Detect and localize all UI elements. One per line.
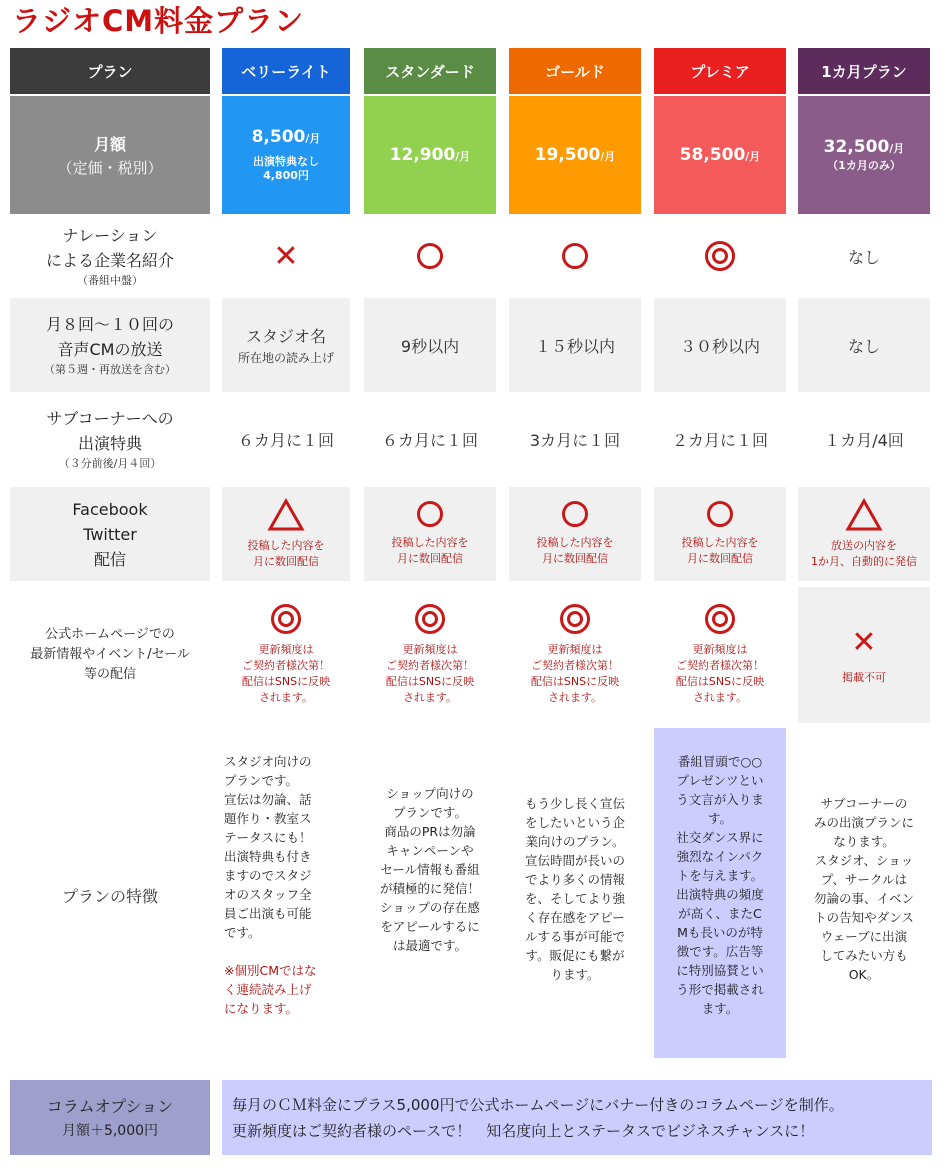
feature-line: をアピールするに [380,919,480,934]
price-label-cell [10,96,210,214]
option-line: 更新頻度はご契約者様のペースで！ 知名度向上とステータスでビジネスチャンスに！ [232,1121,815,1140]
triangle-icon [845,498,883,532]
feature-line: 番組冒頭で○○ [677,754,763,769]
feature-line: ショップの存在感 [380,900,480,915]
website-note: 配信はSNSに反映 [530,675,620,688]
narration-very-light [222,220,350,292]
website-note: ご契約者様次第！ [386,659,474,672]
feature-line: を、そしてより強 [524,891,625,906]
column-option-description [222,1080,932,1155]
price-value: 19,500 [534,145,601,165]
feature-line: です。 [224,925,261,940]
feature-line: サブコーナーの [820,796,908,811]
subcorner-very-light: ６カ月に１回 [237,430,334,450]
feature-line: 商品のPRは勿論 [384,824,476,839]
price-gold [509,96,641,214]
website-note: されます。 [692,691,748,704]
row-label-line: 音声CMの放送 [57,340,163,359]
row-label-note: （第５週・再放送を含む） [44,363,176,376]
row-label-line: プランの特徴 [61,886,158,906]
option-price: 月額＋5,000円 [61,1122,159,1139]
feature-line: 業向けのプラン。 [525,834,625,849]
feature-line: OK。 [848,967,880,982]
website-note: 更新頻度は [692,643,748,656]
row-label-line: Twitter [83,524,137,544]
header-gold: ゴールド [509,48,641,94]
voice-cm-premier [654,298,786,392]
cell-value: １５秒以内 [534,336,615,356]
feature-line: 宣伝は勿論、話 [224,792,312,807]
feature-line: プ、サークルは [820,872,908,887]
feature-line: してみたい方も [820,948,908,963]
feature-line: をしたいという企 [524,815,625,830]
website-note: されます。 [258,691,314,704]
feature-line: 勿論の事、イベン [813,891,914,906]
header-premier: プレミア [654,48,786,94]
feature-line: オのスタッフ全 [224,887,312,902]
feature-line: 強烈なインパク [676,849,764,864]
cell-note: 所在地の読み上げ [237,351,334,365]
website-note: されます。 [547,691,603,704]
row-label-line: 配信 [93,549,126,569]
sns-premier [654,487,786,581]
website-note: ご契約者様次第！ [242,659,330,672]
feature-line: もう少し長く宣伝 [524,796,625,811]
website-note: 掲載不可 [842,670,886,684]
features-one-month [798,794,930,984]
header-plan: プラン [10,48,210,94]
price-value: 12,900 [389,145,456,165]
feature-note-line: く連続読み上げ [224,982,312,997]
website-note: 配信はSNSに反映 [385,675,475,688]
website-note: されます。 [402,691,458,704]
subcorner-standard: ６カ月に１回 [381,430,478,450]
feature-line: 徴です。広告等 [676,944,764,959]
double-circle-icon [560,604,590,634]
subcorner-one-month: １カ月/4回 [824,430,904,450]
feature-line: みの出演プランに [813,815,914,830]
website-note: 更新頻度は [547,643,603,656]
circle-icon [417,243,443,269]
price-unit: /月 [305,132,321,145]
double-circle-icon [705,241,735,271]
sns-note: 月に数回配信 [397,552,463,565]
double-circle-icon [415,604,445,634]
feature-note-line: になります。 [224,1001,299,1016]
feature-line: スタジオ、ショッ [814,853,914,868]
cell-value: スタジオ名 [245,327,326,346]
website-note: ご契約者様次第！ [531,659,619,672]
feature-line: テータスにも！ [224,830,312,845]
feature-line: ウェーブに出演 [820,929,908,944]
cross-icon: ✕ [273,238,299,274]
feature-line: ります。 [550,967,600,982]
price-unit: /月 [745,150,761,163]
double-circle-icon [271,604,301,634]
features-gold [509,794,641,984]
voice-cm-very-light [222,298,350,392]
row-label-line: 月８回～１０回の [45,315,174,334]
website-note: 更新頻度は [258,643,314,656]
feature-line: 出演特典も付き [224,849,312,864]
feature-line: トの告知やダンス [814,910,914,925]
feature-line: プランです。 [392,805,467,820]
feature-line: 出演特典の頻度 [676,887,764,902]
feature-line: う形で掲載され [676,982,764,997]
price-label: 月額 [93,135,126,154]
feature-line: セール情報も番組 [380,862,480,877]
price-note: 出演特典なし [253,155,319,168]
subcorner-gold: 3カ月に１回 [529,430,621,450]
feature-line: ショップ向けの [386,786,474,801]
price-note-value: 4,800円 [263,169,309,182]
option-title: コラムオプション [46,1096,174,1116]
subcorner-label [10,397,210,481]
feature-line: す。 [707,811,732,826]
feature-line: が高く、またC [678,906,762,921]
row-label-line: Facebook [72,499,148,519]
subcorner-premier: ２カ月に１回 [671,430,768,450]
price-value: 58,500 [679,145,746,165]
website-note: 配信はSNSに反映 [241,675,331,688]
narration-one-month [798,220,930,292]
cross-icon: ✕ [851,624,877,660]
features-standard [364,784,496,955]
feature-line: ますのでスタジ [224,868,312,883]
website-note: ご契約者様次第！ [676,659,764,672]
triangle-icon [267,498,305,532]
feature-line: なります。 [833,834,895,849]
price-unit: /月 [455,150,471,163]
narration-standard [364,220,496,292]
sns-gold [509,487,641,581]
sns-one-month [798,487,930,581]
feature-line: プレゼンツとい [676,773,764,788]
price-very-light [222,96,350,214]
sns-note: 放送の内容を [831,539,897,552]
website-note: 更新頻度は [402,643,458,656]
feature-line: でより多くの情報 [524,872,625,887]
website-gold [509,587,641,723]
feature-line: が積極的に発信！ [379,881,480,896]
feature-line: は最適です。 [392,938,467,953]
features-label [10,730,210,1060]
website-label [10,587,210,723]
cell-value: なし [847,336,880,356]
sns-note: 投稿した内容を [247,539,325,552]
website-one-month [798,587,930,723]
sns-note: 1か月、自動的に発信 [811,555,917,568]
price-note: （1カ月のみ） [827,159,901,172]
feature-line: ルする事が可能で [524,929,625,944]
double-circle-icon [705,604,735,634]
feature-line: Mも長いのが特 [677,925,763,940]
feature-line: う文言が入りま [676,792,764,807]
features-very-light [224,752,352,1018]
narration-label [10,220,210,292]
price-premier [654,96,786,214]
price-one-month [798,96,930,214]
row-label-line: 出演特典 [77,434,142,453]
circle-icon [417,501,443,527]
feature-line: に特別協賛とい [676,963,764,978]
sns-standard [364,487,496,581]
option-line: 毎月のＣＭ料金にプラス5,000円で公式ホームページにバナー付きのコラムページを制作。 [232,1095,844,1114]
feature-line: ます。 [701,1001,739,1016]
voice-cm-label [10,298,210,392]
sns-note: 投稿した内容を [536,536,614,549]
row-label-line: による企業名紹介 [45,251,174,270]
feature-note-line: ※個別CMではな [224,963,317,978]
header-very-light: ベリーライト [222,48,350,94]
feature-line: く存在感をアピー [525,910,625,925]
row-label-note: （３分前後/月４回） [58,457,162,470]
circle-icon [707,501,733,527]
sns-label [10,487,210,581]
cell-value: 9秒以内 [400,336,460,356]
price-unit: /月 [889,142,905,155]
price-value: 8,500 [251,127,306,147]
row-label-line: 等の配信 [83,667,136,682]
website-note: 配信はSNSに反映 [675,675,765,688]
price-value: 32,500 [823,137,890,157]
sns-note: 月に数回配信 [253,555,319,568]
feature-line: 社交ダンス界に [676,830,764,845]
sns-note: 月に数回配信 [687,552,753,565]
sns-very-light [222,487,350,581]
column-option-label [10,1080,210,1155]
feature-line: す。販促にも繋が [525,948,625,963]
feature-line: 題作り・教室ス [224,811,312,826]
voice-cm-standard [364,298,496,392]
feature-line: 宣伝時間が長いの [524,853,625,868]
row-label-note: （番組中盤） [77,274,143,287]
cell-value: ３０秒以内 [679,336,760,356]
sns-note: 投稿した内容を [391,536,469,549]
voice-cm-one-month [798,298,930,392]
website-very-light [222,587,350,723]
narration-gold [509,220,641,292]
feature-line: スタジオ向けの [224,754,312,769]
feature-line: キャンペーンや [386,843,474,858]
sns-note: 月に数回配信 [542,552,608,565]
website-premier [654,587,786,723]
row-label-line: 公式ホームページでの [45,627,175,642]
price-standard [364,96,496,214]
row-label-line: ナレーション [62,226,158,245]
feature-line: トを与えます。 [676,868,764,883]
price-label-sub: （定価・税別） [57,159,163,177]
row-label-line: サブコーナーへの [46,409,174,428]
circle-icon [562,243,588,269]
sns-note: 投稿した内容を [681,536,759,549]
feature-line: プランです。 [224,773,299,788]
website-standard [364,587,496,723]
feature-line: 員ご出演も可能 [224,906,312,921]
narration-premier [654,220,786,292]
row-label-line: 最新情報やイベント/セール [30,647,190,662]
circle-icon [562,501,588,527]
header-standard: スタンダード [364,48,496,94]
header-one-month: 1カ月プラン [798,48,930,94]
voice-cm-gold [509,298,641,392]
price-unit: /月 [600,150,616,163]
features-premier [654,752,786,1018]
cell-value: なし [847,247,880,267]
page-title: ラジオCM料金プラン [12,4,305,38]
